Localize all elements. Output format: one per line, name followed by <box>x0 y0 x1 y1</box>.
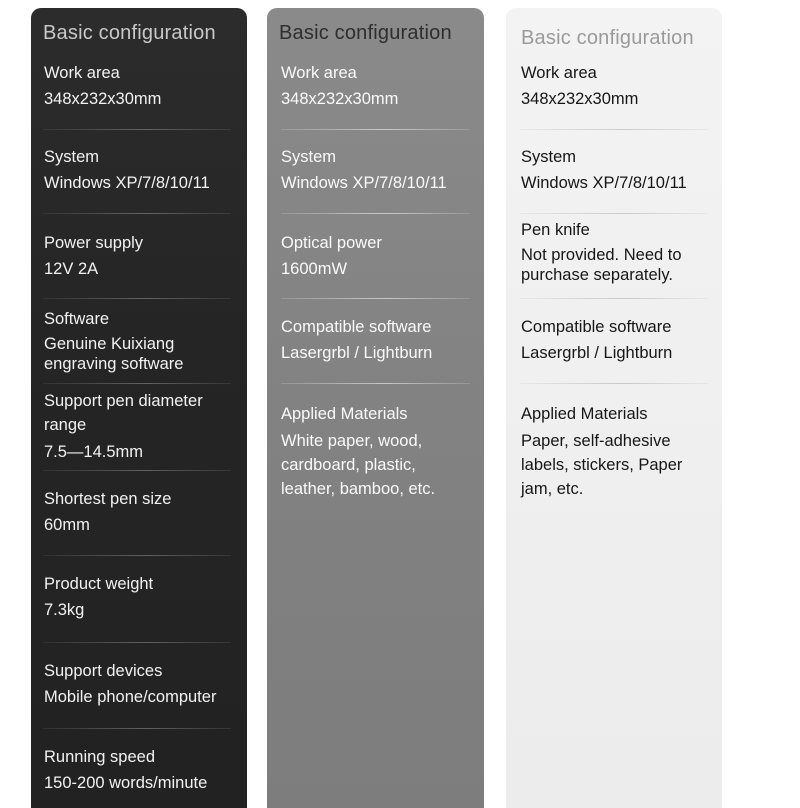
spec-item-optical-power <box>281 232 478 280</box>
card-title: Basic configuration <box>43 22 216 44</box>
spec-item-system <box>281 146 478 194</box>
spec-value: Windows XP/7/8/10/11 <box>44 174 210 192</box>
card-title: Basic configuration <box>279 22 452 44</box>
spec-label: Software <box>44 310 110 328</box>
divider <box>43 555 231 556</box>
divider <box>43 383 231 384</box>
card-title: Basic configuration <box>521 27 694 49</box>
divider <box>43 213 231 214</box>
spec-item-running-speed <box>44 746 241 794</box>
divider <box>520 383 708 384</box>
spec-label: Optical power <box>281 234 382 252</box>
spec-label: Running speed <box>44 748 156 766</box>
spec-value: 12V 2A <box>44 260 99 278</box>
spec-item-compatible-software <box>281 316 478 364</box>
spec-label: Support pen diameter range <box>44 392 203 434</box>
spec-label: Power supply <box>44 234 144 252</box>
spec-value: 150-200 words/minute <box>44 774 208 792</box>
config-card-dark <box>31 8 247 808</box>
spec-label: Applied Materials <box>281 405 408 423</box>
spec-label: System <box>44 148 100 166</box>
spec-label: Work area <box>521 64 597 82</box>
spec-label: Compatible software <box>521 318 672 336</box>
spec-value: Lasergrbl / Lightburn <box>521 344 673 362</box>
divider <box>520 213 708 214</box>
config-card-light <box>506 8 722 808</box>
spec-value: 7.5—14.5mm <box>44 443 144 461</box>
spec-value: 60mm <box>44 516 90 534</box>
spec-value: 7.3kg <box>44 601 85 619</box>
spec-value: 1600mW <box>281 260 348 278</box>
divider <box>43 470 231 471</box>
spec-label: System <box>521 148 577 166</box>
spec-item-pen-knife <box>521 219 716 285</box>
divider <box>520 298 708 299</box>
spec-value: Windows XP/7/8/10/11 <box>281 174 447 192</box>
divider <box>43 728 231 729</box>
spec-item-compatible-software <box>521 316 716 364</box>
spec-item-work-area <box>281 62 478 110</box>
spec-label: Compatible software <box>281 318 432 336</box>
spec-value: 348x232x30mm <box>281 90 399 108</box>
spec-item-shortest-pen <box>44 488 241 536</box>
divider <box>281 298 470 299</box>
spec-item-work-area <box>44 62 241 110</box>
spec-value: 348x232x30mm <box>44 90 162 108</box>
spec-label: Product weight <box>44 575 154 593</box>
spec-label: Work area <box>44 64 120 82</box>
spec-value: Genuine Kuixiang engraving software <box>44 335 184 373</box>
divider <box>43 642 231 643</box>
divider <box>281 213 470 214</box>
divider <box>281 383 470 384</box>
config-card-gray <box>267 8 484 808</box>
spec-value: Paper, self-adhesive labels, stickers, Paper jam, etc. <box>521 432 683 498</box>
spec-value: Mobile phone/computer <box>44 688 217 706</box>
spec-item-system <box>44 146 241 194</box>
divider <box>520 129 708 130</box>
spec-label: Pen knife <box>521 221 590 239</box>
spec-label: Applied Materials <box>521 405 648 423</box>
spec-value: White paper, wood, cardboard, plastic, leather, bamboo, etc. <box>281 432 436 498</box>
spec-value: Lasergrbl / Lightburn <box>281 344 433 362</box>
spec-item-applied-materials <box>521 403 716 501</box>
spec-item-software <box>44 308 241 374</box>
spec-value: Not provided. Need to purchase separately. <box>521 246 682 284</box>
divider <box>43 129 231 130</box>
spec-label: Shortest pen size <box>44 490 172 508</box>
spec-item-power-supply <box>44 232 241 280</box>
spec-value: 348x232x30mm <box>521 90 639 108</box>
spec-item-work-area <box>521 62 716 110</box>
divider <box>281 129 470 130</box>
spec-item-support-devices <box>44 660 241 708</box>
divider <box>43 298 231 299</box>
spec-label: Support devices <box>44 662 163 680</box>
spec-item-system <box>521 146 716 194</box>
spec-item-product-weight <box>44 573 241 621</box>
spec-label: System <box>281 148 337 166</box>
spec-item-pen-diameter <box>44 389 241 463</box>
spec-value: Windows XP/7/8/10/11 <box>521 174 687 192</box>
spec-label: Work area <box>281 64 357 82</box>
spec-item-applied-materials <box>281 403 478 501</box>
